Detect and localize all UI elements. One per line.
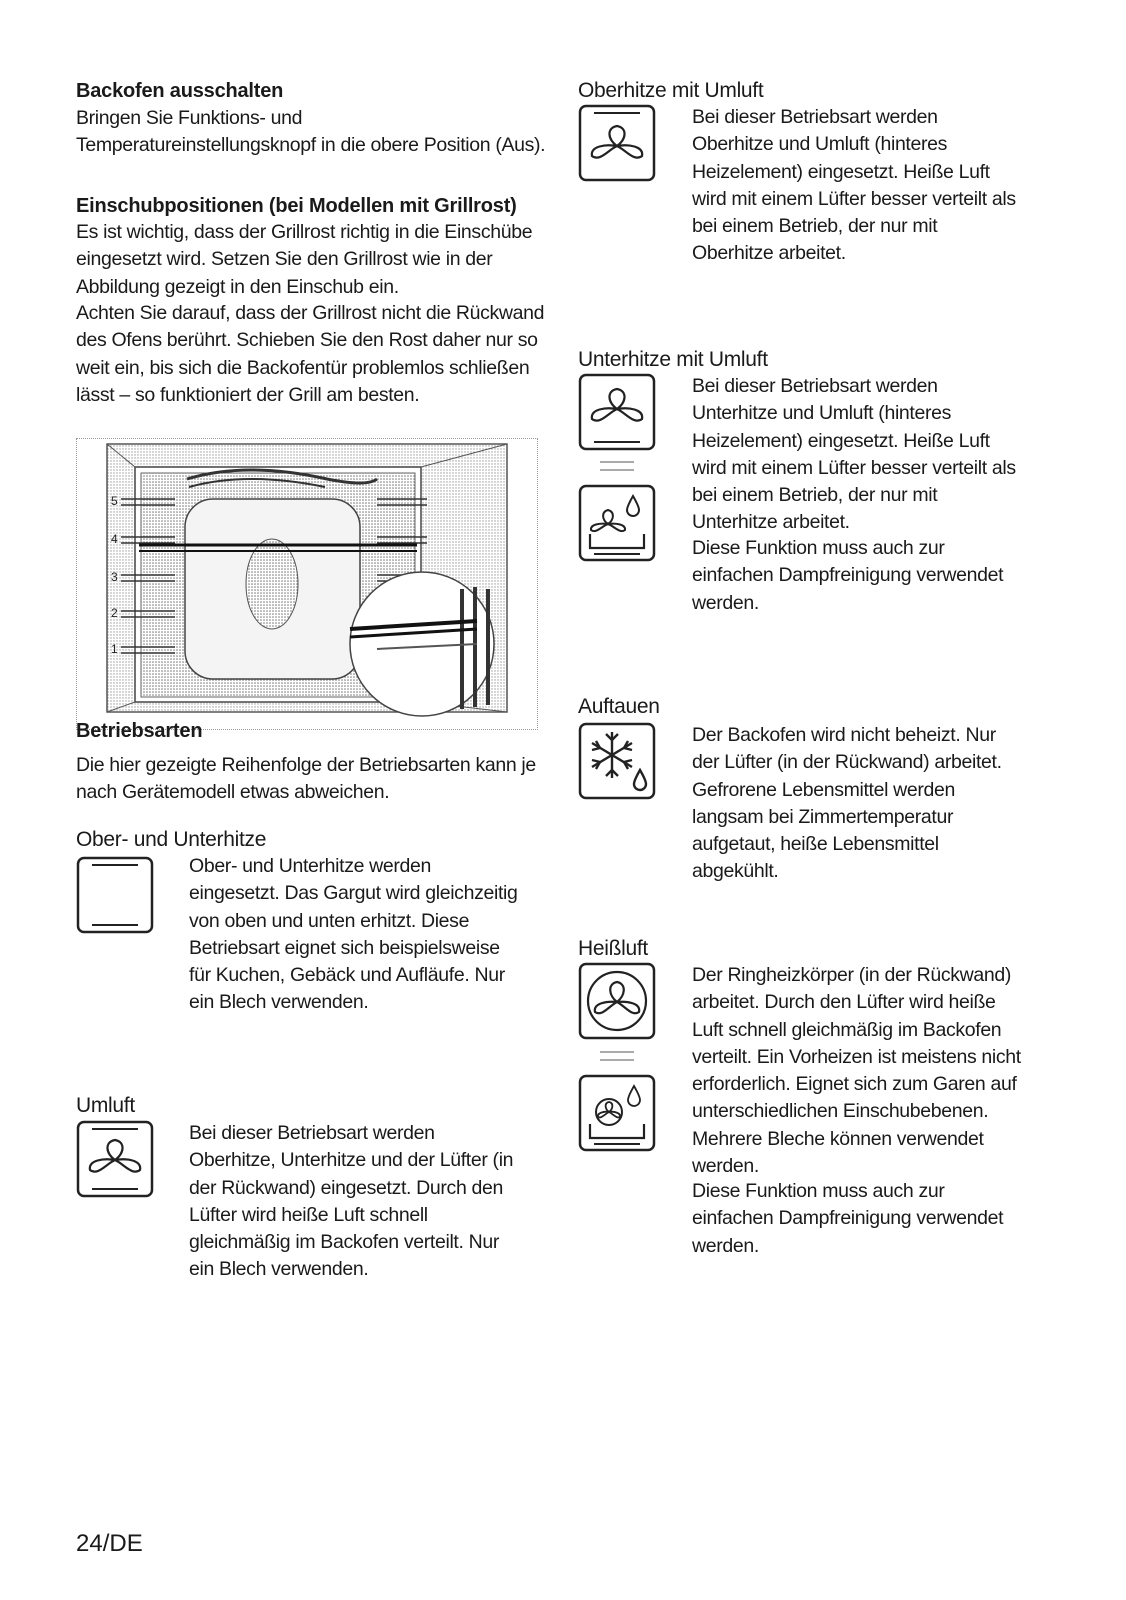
dampfreinigung-icon (578, 484, 656, 562)
auftauen-text: Der Backofen wird nicht beheizt. Nur der Lüfter (in der Rückwand) arbeitet. Gefrorene Lebensmittel werden langsam bei Zimmertemperatur aufgetaut, heiße Lebensmittel abgekühlt. (692, 724, 1002, 883)
level-5-label: 5 (111, 494, 118, 508)
heissluft-text: Der Ringheizkörper (in der Rückwand) arbeitet. Durch den Lüfter wird heiße Luft schnell gleichmäßig im Backofen verteilt. Ein Vorheizen ist meistens nicht erforderlich. Eignet sich zum Garen auf unterschiedlichen Einschubebenen. Mehrere Bleche können verwendet werden. (692, 964, 1021, 1178)
heissluft-icon (578, 962, 656, 1040)
heissluft-text-2: Diese Funktion muss auch zur einfachen Dampfreinigung verwendet werden. (692, 1180, 1004, 1257)
oven-interior-illustration (77, 439, 537, 729)
betriebsarten-text: Die hier gezeigte Reihenfolge der Betriebsarten kann je nach Gerätemodell etwas abweichen. (76, 754, 536, 804)
umluft-icon (76, 1120, 154, 1198)
unterhitze-umluft-title: Unterhitze mit Umluft (578, 348, 768, 371)
level-1-label: 1 (111, 642, 118, 656)
oberhitze-umluft-icon (578, 104, 656, 182)
auftauen-icon (578, 722, 656, 800)
einschub-title: Einschubpositionen (bei Modellen mit Grillrost) (76, 195, 517, 217)
umluft-text: Bei dieser Betriebsart werden Oberhitze, Unterhitze und der Lüfter (in der Rückwand) eingesetzt. Durch den Lüfter wird heiße Luft schnell gleichmäßig im Backofen verteilt. Nur ein Blech verwenden. (189, 1122, 514, 1281)
betriebsarten-title: Betriebsarten (76, 720, 203, 742)
level-3-label: 3 (111, 570, 118, 584)
ober-unter-title: Ober- und Unterhitze (76, 828, 267, 851)
level-2-label: 2 (111, 606, 118, 620)
auftauen-title: Auftauen (578, 695, 660, 718)
heissluft-dampf-icon (578, 1074, 656, 1152)
ober-unter-text: Ober- und Unterhitze werden eingesetzt. Das Gargut wird gleichzeitig von oben und unten erhitzt. Diese Betriebsart eignet sich beispielsweise für Kuchen, Gebäck und Aufläufe. Nur ein Blech verwenden. (189, 855, 518, 1014)
ober-unterhitze-icon (76, 856, 154, 934)
einschub-text: Es ist wichtig, dass der Grillrost richtig in die Einschübe eingesetzt wird. Setzen Sie den Grillrost wie in der Abbildung gezeigt in den Einschub ein. (76, 221, 533, 298)
oberhitze-umluft-title: Oberhitze mit Umluft (578, 79, 764, 102)
backofen-title: Backofen ausschalten (76, 80, 284, 102)
heissluft-title: Heißluft (578, 937, 648, 960)
separator-icon-2 (598, 1049, 636, 1063)
unterhitze-umluft-text-2: Diese Funktion muss auch zur einfachen Dampfreinigung verwendet werden. (692, 537, 1004, 614)
page-number: 24/DE (76, 1530, 143, 1557)
separator-icon (598, 459, 636, 473)
umluft-title: Umluft (76, 1094, 135, 1117)
einschub-text-2: Achten Sie darauf, dass der Grillrost nicht die Rückwand des Ofens berührt. Schieben Sie den Rost daher nur so weit ein, bis sich die Backofentür problemlos schließen lässt – so funktioniert der Grill am besten. (76, 302, 545, 406)
oberhitze-umluft-text: Bei dieser Betriebsart werden Oberhitze und Umluft (hinteres Heizelement) eingesetzt. Heiße Luft wird mit einem Lüfter besser verteilt als bei einem Betrieb, der nur mit Oberhitze arbeitet. (692, 106, 1016, 265)
level-4-label: 4 (111, 532, 118, 546)
backofen-text: Bringen Sie Funktions- und Temperatureinstellungsknopf in die obere Position (Aus). (76, 107, 546, 157)
unterhitze-umluft-icon (578, 373, 656, 451)
oven-rack-figure (76, 438, 538, 730)
unterhitze-umluft-text: Bei dieser Betriebsart werden Unterhitze und Umluft (hinteres Heizelement) eingesetzt. Heiße Luft wird mit einem Lüfter besser verteilt als bei einem Betrieb, der nur mit Unterhitze arbeitet. (692, 375, 1016, 534)
